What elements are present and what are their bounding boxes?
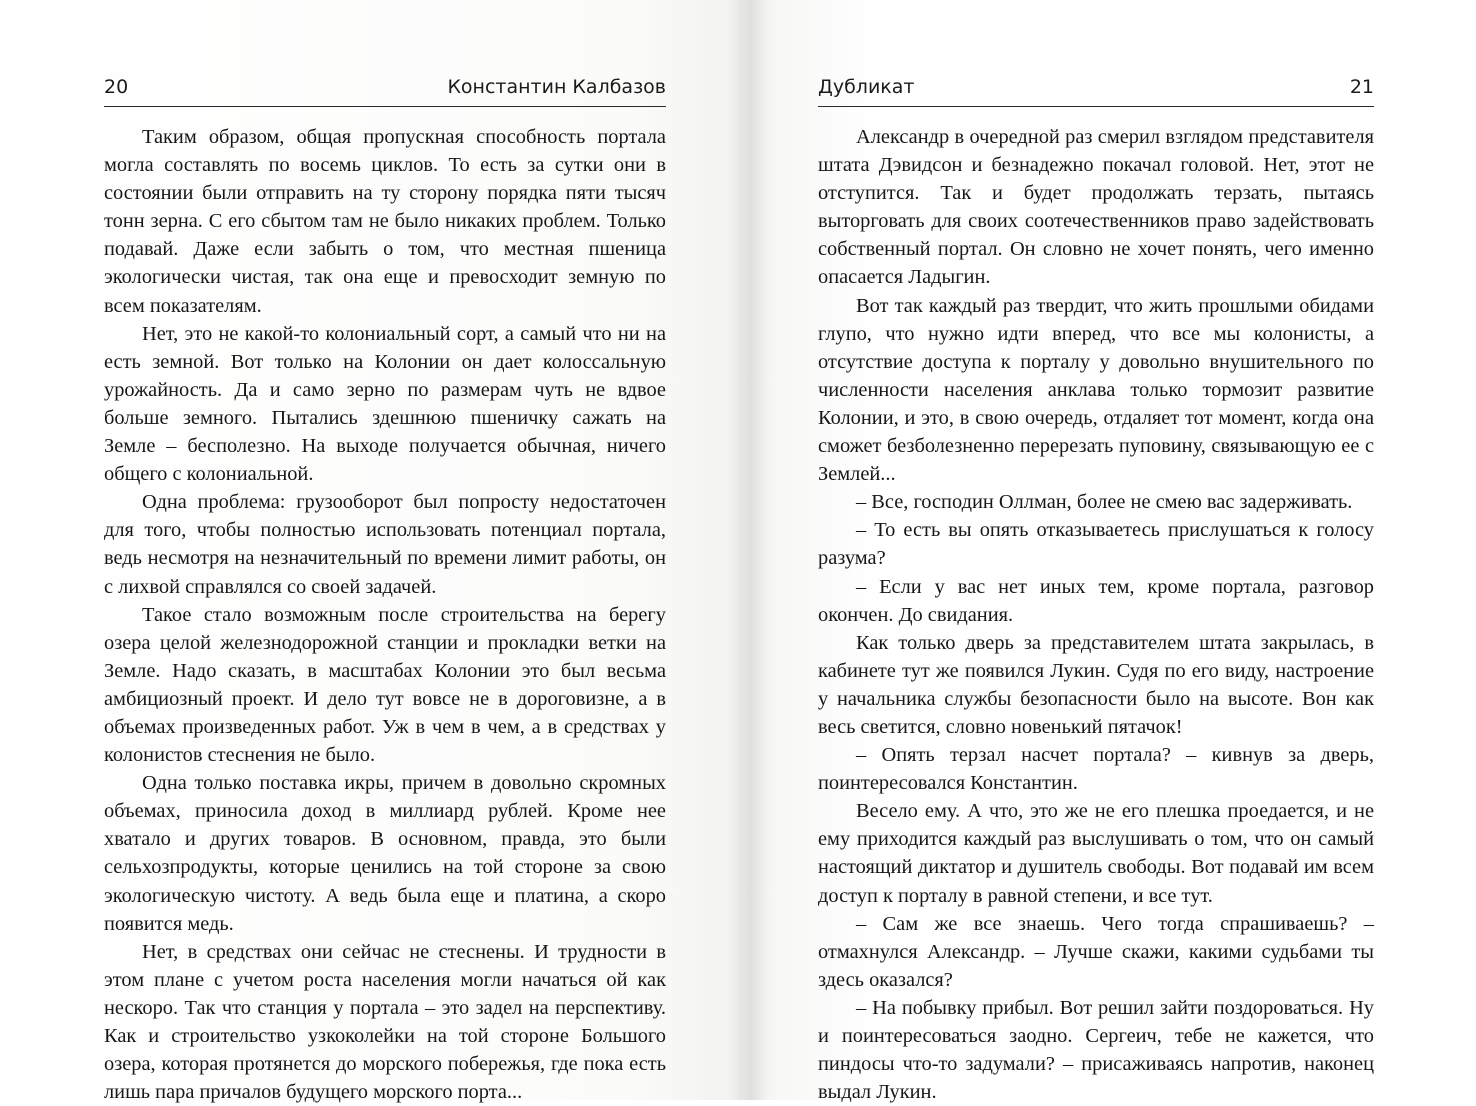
paragraph: – Опять терзал насчет портала? – кивнув за дверь, поинтересовался Константин.	[818, 744, 1374, 795]
paragraph: Одна только поставка икры, причем в довольно скромных объемах, приносила доход в миллиард рублей. Кроме нее хватало и других товаров. В основном, правда, это были сельхозпродукты, которые ценились на той стороне за свою экологическую чистоту. А ведь была еще и платина, а скоро появится медь.	[104, 772, 666, 935]
paragraph: – То есть вы опять отказываетесь прислушаться к голосу разума?	[818, 519, 1374, 570]
paragraph: Александр в очередной раз смерил взглядом представителя штата Дэвидсон и безнадежно покачал головой. Нет, этот не отступится. Так и будет продолжать терзать, пытаясь выторговать для своих соотечественников право задействовать собственный портал. Он словно не хочет понять, чего именно опасается Ладыгин.	[818, 126, 1374, 289]
paragraph: – Сам же все знаешь. Чего тогда спрашиваешь? – отмахнулся Александр. – Лучше скажи, какими судьбами ты здесь оказался?	[818, 912, 1374, 991]
right-page-number: 21	[1349, 76, 1374, 98]
paragraph: Такое стало возможным после строительства на берегу озера целой железнодорожной станции и прокладки ветки на Земле. Надо сказать, в масштабах Колонии это был весьма амбициозный проект. И дело тут вовсе не в дороговизне, а в объемах произведенных работ. Уж в чем в чем, а в средствах у колонистов стеснения не было.	[104, 603, 666, 767]
left-running-header	[104, 72, 666, 107]
paragraph: Вот так каждый раз твердит, что жить прошлыми обидами глупо, что нужно идти вперед, что все мы колонисты, а отсутствие доступа к порталу у довольно внушительного по численности населения анклава только тормозит развитие Колонии, и это, в свою очередь, отдаляет тот момент, когда она сможет безболезненно перерезать пуповину, связывающую ее с Землей...	[818, 294, 1374, 486]
left-page-number: 20	[104, 76, 129, 98]
right-running-header	[818, 72, 1374, 107]
paragraph: – Все, господин Оллман, более не смею вас задерживать.	[856, 491, 1353, 514]
paragraph: Нет, это не какой-то колониальный сорт, а самый что ни на есть земной. Вот только на Колонии он дает колоссальную урожайность. Да и само зерно по размерам чуть не вдвое больше земного. Пытались здешнюю пшеничку сажать на Земле – бесполезно. На выходе получается обычная, ничего общего с колониальной.	[104, 322, 666, 486]
right-running-head-title: Дубликат	[818, 76, 915, 98]
paragraph: Как только дверь за представителем штата закрылась, в кабинете тут же появился Лукин. Судя по его виду, настроение у начальника службы безопасности было на высоте. Вон как весь светится, словно новенький пятачок!	[818, 631, 1374, 738]
paragraph: Нет, в средствах они сейчас не стеснены. И трудности в этом плане с учетом роста населения могли начаться ой как нескоро. Так что станция у портала – это задел на перспективу. Как и строительство узкоколейки на той стороне Большого озера, которая протянется до морского побережья, где пока есть лишь пара причалов будущего морского порта...	[104, 940, 666, 1104]
left-running-head-author: Константин Калбазов	[447, 76, 666, 98]
paragraph: – На побывку прибыл. Вот решил зайти поздороваться. Ну и поинтересоваться заодно. Сергеич, тебе не кажется, что пиндосы что-то задумали? – присаживаясь напротив, наконец выдал Лукин.	[818, 996, 1374, 1104]
left-page-body	[104, 123, 666, 1106]
right-page-body	[818, 123, 1374, 1106]
paragraph: Таким образом, общая пропускная способность портала могла составлять по восемь циклов. То есть за сутки они в состоянии были отправить на ту сторону порядка пяти тысяч тонн зерна. С его сбытом там не было никаких проблем. Только подавай. Даже если забыть о том, что местная пшеница экологически чистая, так она еще и превосходит земную по всем показателям.	[104, 126, 666, 317]
book-gutter	[728, 0, 768, 1100]
paragraph: – Если у вас нет иных тем, кроме портала, разговор окончен. До свидания.	[818, 575, 1374, 626]
paragraph: Весело ему. А что, это же не его плешка проедается, и не ему приходится каждый раз выслушивать о том, что он самый настоящий диктатор и душитель свободы. Вот подавай им всем доступ к порталу в равной степени, и все тут.	[818, 800, 1374, 907]
paragraph: Одна проблема: грузооборот был попросту недостаточен для того, чтобы полностью использовать потенциал портала, ведь несмотря на незначительный по времени лимит работы, он с лихвой справлялся со своей задачей.	[104, 491, 666, 598]
